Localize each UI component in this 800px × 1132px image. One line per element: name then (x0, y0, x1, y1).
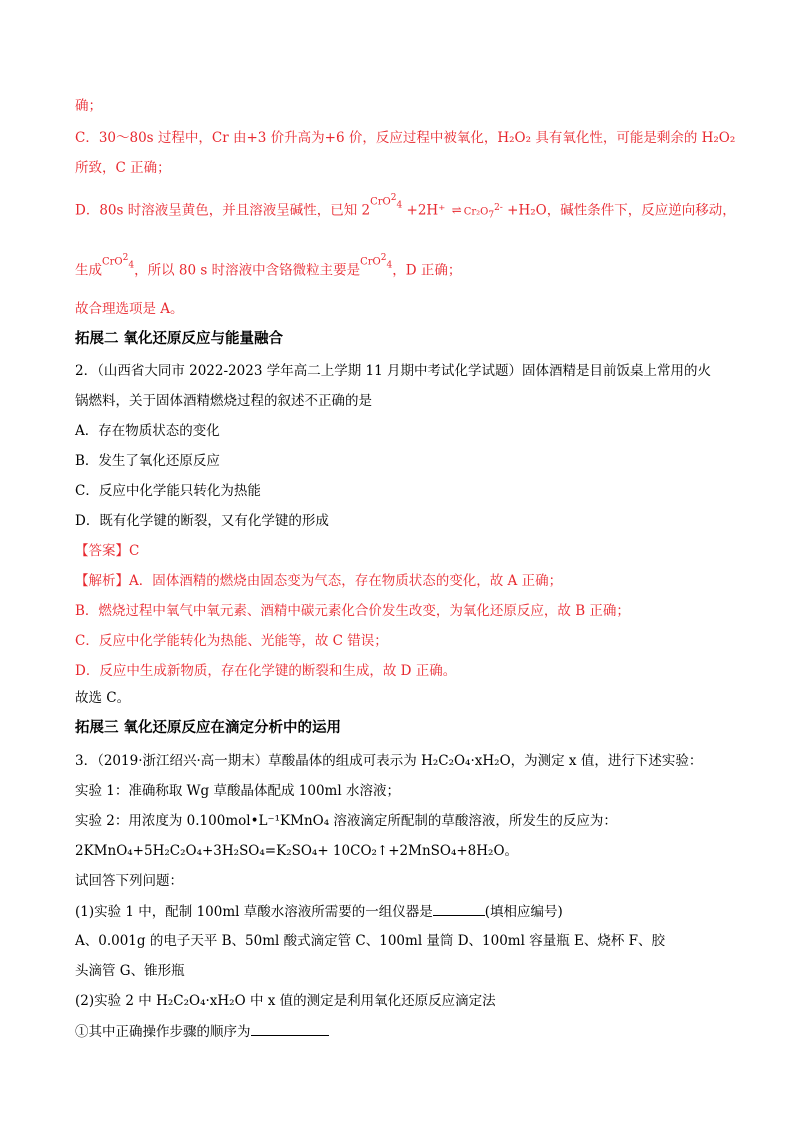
question-text (75, 1021, 329, 1042)
question-text (75, 901, 563, 922)
explanation-text: D．反应中生成新物质，存在化学键的断裂和生成，故 D 正确。 (75, 663, 457, 679)
question-text: 2．（山西省大同市 2022-2023 学年高二上学期 11 月期中考试化学试题）固体酒精是目前饭桌上常用的火 (75, 363, 711, 379)
formula-subscript: 4 (386, 260, 393, 271)
section-heading: 拓展二 氧化还原反应与能量融合 (75, 331, 284, 347)
formula-text: CrO (370, 196, 391, 208)
formula-charge: 2- (494, 203, 503, 213)
text-span: +2H⁺ (406, 202, 446, 219)
option-b: B．发生了氧化还原反应 (75, 453, 220, 469)
answer-blank[interactable] (433, 901, 485, 916)
text-line: 确； (75, 98, 102, 114)
chemical-formula (360, 248, 392, 275)
option-c: C．反应中化学能只转化为热能 (75, 483, 261, 499)
chemical-formula (102, 248, 134, 275)
formula-charge: 2 (390, 193, 397, 203)
text-span: ①其中正确操作步骤的顺序为 (75, 1024, 251, 1040)
question-text: 试回答下列问题： (75, 873, 183, 889)
equilibrium-arrow: ⇌ (451, 203, 462, 218)
option-d: D．既有化学键的断裂，又有化学键的形成 (75, 513, 329, 529)
answer-blank[interactable] (251, 1021, 329, 1036)
explanation-text: 【解析】A．固体酒精的燃烧由固态变为气态，存在物质状态的变化，故 A 正确； (75, 573, 563, 589)
explanation-text: B．燃烧过程中氧气中氧元素、酒精中碳元素化合价发生改变，为氧化还原反应，故 B 正确； (75, 603, 630, 619)
formula-subscript: 7 (488, 210, 495, 221)
formula-subscript: 4 (396, 200, 403, 211)
option-a: A．存在物质状态的变化 (75, 423, 220, 439)
conclusion-text: 故选 C。 (75, 690, 131, 706)
text-span: ，D 正确； (392, 262, 462, 279)
text-line: 所致，C 正确； (75, 160, 171, 176)
options-line: 头滴管 G、锥形瓶 (75, 963, 185, 979)
text-span: +H₂O，碱性条件下，反应逆向移动， (507, 202, 736, 219)
chemical-formula (464, 198, 503, 225)
text-span: (填相应编号) (484, 904, 563, 920)
options-line: A、0.001g 的电子天平 B、50ml 酸式滴定管 C、100ml 量筒 D、100ml 容量瓶 E、烧杯 F、胶 (75, 933, 666, 949)
text-span: ，所以 80 s 时溶液中含铬微粒主要是 (134, 262, 361, 279)
reaction-equation: 2KMnO₄+5H₂C₂O₄+3H₂SO₄=K₂SO₄+ 10CO₂↑+2MnSO₄+8H₂O。 (75, 843, 519, 859)
text-span: (1)实验 1 中，配制 100ml 草酸水溶液所需要的一组仪器是 (75, 904, 433, 920)
question-text: 锅燃料，关于固体酒精燃烧过程的叙述不正确的是 (75, 393, 372, 409)
text-line: C．30～80s 过程中，Cr 由+3 价升高为+6 价，反应过程中被氧化，H₂O₂ 具有氧化性，可能是剩余的 H₂O₂ (75, 130, 736, 146)
question-text: 3．（2019·浙江绍兴·高一期末）草酸晶体的组成可表示为 H₂C₂O₄·xH₂O，为测定 x 值，进行下述实验： (75, 753, 703, 769)
text-span: D．80s 时溶液呈黄色，并且溶液呈碱性，已知 2 (75, 202, 371, 219)
formula-text: CrO (102, 256, 123, 268)
formula-subscript: 4 (128, 260, 135, 271)
text-line (75, 253, 462, 285)
chemical-formula (370, 188, 402, 215)
question-text: 实验 2：用浓度为 0.100mol•L⁻¹KMnO₄ 溶液滴定所配制的草酸溶液，所发生的反应为： (75, 813, 617, 829)
equation-line (75, 193, 736, 225)
section-heading: 拓展三 氧化还原反应在滴定分析中的运用 (75, 720, 342, 736)
text-span: 生成 (75, 262, 102, 279)
question-text: 实验 1：准确称取 Wg 草酸晶体配成 100ml 水溶液； (75, 783, 400, 799)
answer-label: 【答案】C (75, 543, 140, 559)
formula-text: CrO (360, 256, 381, 268)
question-text: (2)实验 2 中 H₂C₂O₄·xH₂O 中 x 值的测定是利用氧化还原反应滴定法 (75, 993, 496, 1009)
formula-text: Cr₂O (463, 206, 489, 218)
text-line: 故合理选项是 A。 (75, 301, 184, 317)
explanation-text: C．反应中化学能转化为热能、光能等，故 C 错误； (75, 633, 388, 649)
formula-charge: 2 (380, 253, 387, 263)
formula-charge: 2 (122, 253, 129, 263)
